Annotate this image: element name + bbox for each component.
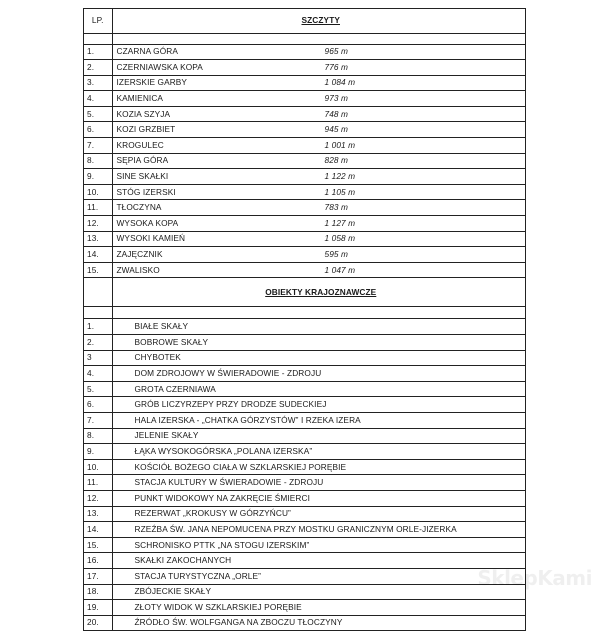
objects-section-title: OBIEKTY KRAJOZNAWCZE [112, 278, 525, 307]
object-row [84, 537, 525, 553]
object-row [84, 584, 525, 600]
peak-cell [112, 231, 525, 247]
object-row [84, 506, 525, 522]
peak-cell [112, 44, 525, 60]
peak-name: SINE SKAŁKI [116, 171, 169, 182]
spacer-cell [112, 307, 525, 319]
peak-cell [112, 122, 525, 138]
peak-row [84, 216, 525, 232]
peak-cell [112, 216, 525, 232]
object-name: ZBÓJECKIE SKAŁY [134, 586, 212, 597]
peak-number: 6. [84, 122, 112, 138]
object-number: 18. [84, 584, 112, 600]
peak-name: SĘPIA GÓRA [116, 155, 169, 166]
peak-cell [112, 247, 525, 263]
peak-name: WYSOKA KOPA [116, 217, 179, 228]
peak-name: KOZIA SZYJA [116, 108, 171, 119]
list-table [84, 9, 525, 631]
peak-row [84, 138, 525, 154]
object-row [84, 381, 525, 397]
object-row [84, 459, 525, 475]
object-row [84, 568, 525, 584]
object-cell [112, 506, 525, 522]
object-name: RZEŹBA ŚW. JANA NEPOMUCENA PRZY MOSTKU GRANICZNYM ORLE-JIZERKA [134, 523, 457, 534]
peak-number: 11. [84, 200, 112, 216]
object-name: REZERWAT „KROKUSY W GÓRZYŃCU” [134, 508, 291, 519]
peak-cell [112, 262, 525, 278]
peak-height: 945 m [324, 124, 349, 135]
spacer-row [84, 307, 525, 319]
object-cell [112, 490, 525, 506]
object-number: 6. [84, 397, 112, 413]
peak-number: 7. [84, 138, 112, 154]
peak-cell [112, 184, 525, 200]
object-name: STACJA TURYSTYCZNA „ORLE” [134, 570, 262, 581]
object-name: GROTA CZERNIAWA [134, 383, 216, 394]
object-number: 7. [84, 412, 112, 428]
object-cell [112, 584, 525, 600]
peak-height: 595 m [324, 249, 349, 260]
peak-cell [112, 153, 525, 169]
peak-name: STÓG IZERSKI [116, 186, 176, 197]
object-cell [112, 381, 525, 397]
object-cell [112, 568, 525, 584]
peak-height: 783 m [324, 202, 349, 213]
peak-height: 1 058 m [324, 233, 356, 244]
object-name: DOM ZDROJOWY W ŚWIERADOWIE - ZDROJU [134, 367, 322, 378]
object-cell [112, 475, 525, 491]
object-number: 9. [84, 444, 112, 460]
object-name: BIAŁE SKAŁY [134, 321, 189, 332]
peak-name: KOZI GRZBIET [116, 124, 176, 135]
peak-height: 973 m [324, 93, 349, 104]
peak-number: 15. [84, 262, 112, 278]
object-row [84, 522, 525, 538]
peak-number: 12. [84, 216, 112, 232]
object-cell [112, 537, 525, 553]
object-cell [112, 350, 525, 366]
object-row [84, 615, 525, 631]
peak-row [84, 169, 525, 185]
object-cell [112, 412, 525, 428]
peak-name: CZARNA GÓRA [116, 46, 178, 57]
peak-number: 1. [84, 44, 112, 60]
object-number: 3 [84, 350, 112, 366]
object-name: HALA IZERSKA - „CHATKA GÓRZYSTÓW” I RZEKA IZERA [134, 414, 361, 425]
peak-number: 5. [84, 106, 112, 122]
object-row [84, 444, 525, 460]
object-row [84, 335, 525, 351]
peak-cell [112, 75, 525, 91]
object-name: SKAŁKI ZAKOCHANYCH [134, 555, 232, 566]
object-number: 14. [84, 522, 112, 538]
peak-row [84, 106, 525, 122]
spacer-cell [112, 33, 525, 44]
object-cell [112, 522, 525, 538]
peak-row [84, 184, 525, 200]
peak-cell [112, 106, 525, 122]
object-cell [112, 615, 525, 631]
peak-number: 13. [84, 231, 112, 247]
object-number: 11. [84, 475, 112, 491]
object-number: 12. [84, 490, 112, 506]
watermark-logo: SklepKami [477, 566, 592, 590]
peak-row [84, 231, 525, 247]
peak-row [84, 262, 525, 278]
spacer-cell [84, 278, 112, 307]
peak-row [84, 122, 525, 138]
peak-height: 1 105 m [324, 186, 356, 197]
object-number: 1. [84, 319, 112, 335]
peak-name: TŁOCZYNA [116, 202, 162, 213]
spacer-cell [84, 33, 112, 44]
peak-cell [112, 138, 525, 154]
object-number: 8. [84, 428, 112, 444]
object-cell [112, 600, 525, 616]
peak-cell [112, 200, 525, 216]
object-row [84, 490, 525, 506]
peak-name: CZERNIAWSKA KOPA [116, 61, 203, 72]
object-cell [112, 553, 525, 569]
object-name: ŹRÓDŁO ŚW. WOLFGANGA NA ZBOCZU TŁOCZYNY [134, 617, 343, 628]
object-cell [112, 459, 525, 475]
document-table [83, 8, 526, 631]
peak-number: 9. [84, 169, 112, 185]
object-name: GRÓB LICZYRZEPY PRZY DRODZE SUDECKIEJ [134, 399, 327, 410]
peak-number: 8. [84, 153, 112, 169]
peak-row [84, 91, 525, 107]
peak-cell [112, 60, 525, 76]
object-number: 19. [84, 600, 112, 616]
object-name: ZŁOTY WIDOK W SZKLARSKIEJ PORĘBIE [134, 601, 302, 612]
peaks-section-title: SZCZYTY [112, 9, 525, 33]
peak-height: 828 m [324, 155, 349, 166]
peak-name: IZERSKIE GARBY [116, 77, 188, 88]
object-cell [112, 335, 525, 351]
spacer-row [84, 33, 525, 44]
object-row [84, 412, 525, 428]
peak-height: 965 m [324, 46, 349, 57]
object-number: 10. [84, 459, 112, 475]
object-number: 17. [84, 568, 112, 584]
object-cell [112, 428, 525, 444]
peak-row [84, 75, 525, 91]
peak-height: 1 084 m [324, 77, 356, 88]
object-name: PUNKT WIDOKOWY NA ZAKRĘCIE ŚMIERCI [134, 492, 311, 503]
object-name: JELENIE SKAŁY [134, 430, 199, 441]
peak-name: ZAJĘCZNIK [116, 249, 163, 260]
object-name: ŁĄKA WYSOKOGÓRSKA „POLANA IZERSKA” [134, 445, 313, 456]
object-number: 2. [84, 335, 112, 351]
object-name: BOBROWE SKAŁY [134, 336, 209, 347]
peak-height: 1 122 m [324, 171, 356, 182]
object-cell [112, 319, 525, 335]
object-cell [112, 366, 525, 382]
object-number: 5. [84, 381, 112, 397]
peak-number: 10. [84, 184, 112, 200]
peak-height: 748 m [324, 108, 349, 119]
peak-name: KAMIENICA [116, 93, 164, 104]
peak-number: 14. [84, 247, 112, 263]
object-cell [112, 444, 525, 460]
object-number: 13. [84, 506, 112, 522]
object-row [84, 600, 525, 616]
object-name: CHYBOTEK [134, 352, 181, 363]
peak-number: 4. [84, 91, 112, 107]
peak-height: 1 127 m [324, 217, 356, 228]
peak-height: 776 m [324, 61, 349, 72]
peak-row [84, 153, 525, 169]
peak-name: WYSOKI KAMIEŃ [116, 233, 186, 244]
object-number: 20. [84, 615, 112, 631]
peak-cell [112, 91, 525, 107]
object-row [84, 350, 525, 366]
spacer-row [84, 278, 525, 307]
object-row [84, 397, 525, 413]
lp-header: LP. [84, 9, 112, 33]
peak-row [84, 247, 525, 263]
object-name: SCHRONISKO PTTK „NA STOGU IZERSKIM” [134, 539, 310, 550]
peak-height: 1 047 m [324, 264, 356, 275]
peak-number: 2. [84, 60, 112, 76]
spacer-cell [84, 307, 112, 319]
peak-height: 1 001 m [324, 139, 356, 150]
object-row [84, 475, 525, 491]
peak-row [84, 60, 525, 76]
peak-row [84, 44, 525, 60]
peak-name: KROGULEC [116, 139, 164, 150]
object-name: KOŚCIÓŁ BOŻEGO CIAŁA W SZKLARSKIEJ PORĘBIE [134, 461, 347, 472]
peak-row [84, 200, 525, 216]
peak-cell [112, 169, 525, 185]
object-number: 16. [84, 553, 112, 569]
object-row [84, 319, 525, 335]
object-row [84, 553, 525, 569]
object-row [84, 428, 525, 444]
object-number: 4. [84, 366, 112, 382]
object-number: 15. [84, 537, 112, 553]
header-row [84, 9, 525, 33]
peak-name: ZWALISKO [116, 264, 160, 275]
peak-number: 3. [84, 75, 112, 91]
object-cell [112, 397, 525, 413]
table-body [84, 9, 525, 631]
object-name: STACJA KULTURY W ŚWIERADOWIE - ZDROJU [134, 477, 324, 488]
object-row [84, 366, 525, 382]
